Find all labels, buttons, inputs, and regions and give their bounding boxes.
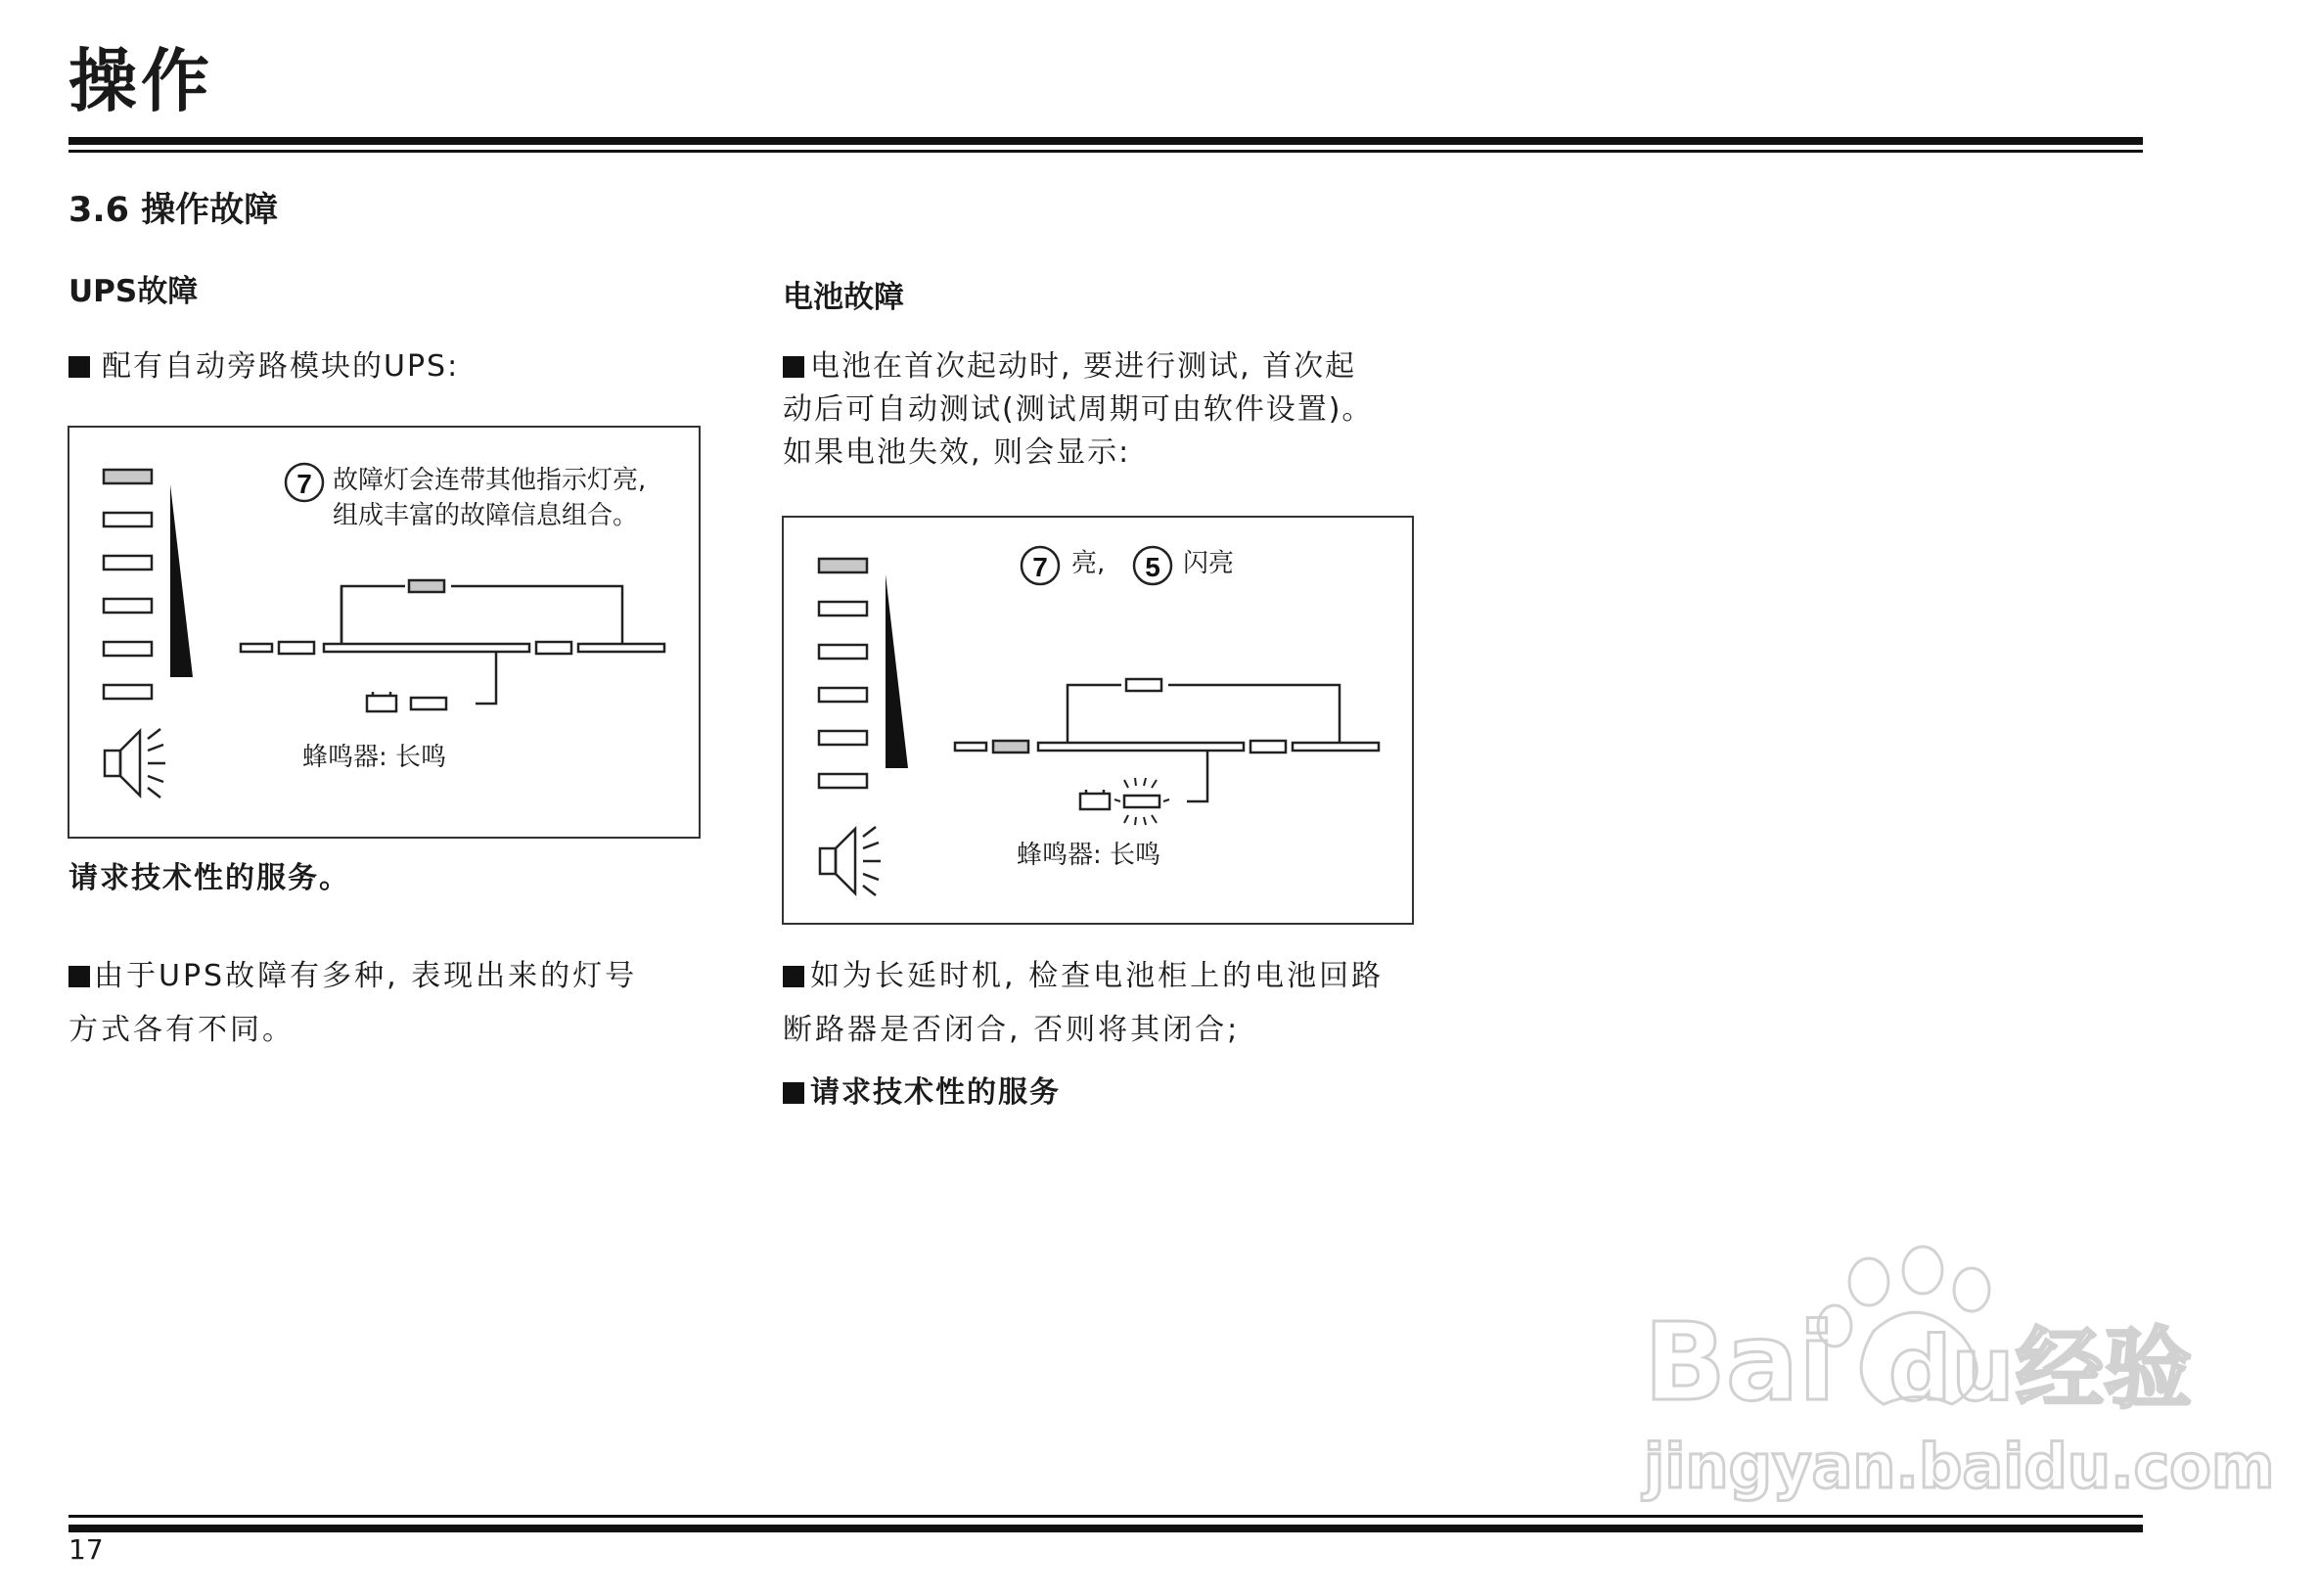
header-rule-thin <box>68 150 2143 153</box>
buzzer-speaker-icon <box>105 729 165 798</box>
bullet-square-icon <box>783 356 804 378</box>
indicator-5-label: 闪亮 <box>1183 549 1235 578</box>
footer-rule-thick <box>68 1525 2143 1532</box>
bullet-text-line2: 断路器是否闭合, 否则将其闭合; <box>783 1013 1241 1047</box>
ups-fault-diagram <box>68 426 701 839</box>
indicator-led-lit <box>819 559 867 572</box>
watermark-cn: 经验 <box>2016 1318 2192 1421</box>
page-title: 操作 <box>68 41 213 121</box>
watermark-brand: Bai <box>1644 1300 1836 1425</box>
indicator-led <box>104 685 152 699</box>
badge-number-5: 5 <box>1145 552 1160 582</box>
ups-circuit-icon <box>241 580 664 711</box>
buzzer-label: 蜂鸣器: 长鸣 <box>302 743 447 772</box>
page-number: 17 <box>68 1533 104 1566</box>
battery-fault-heading: 电池故障 <box>783 280 904 315</box>
indicator-led <box>104 513 152 526</box>
flash-rays-icon <box>1114 778 1169 825</box>
indicator-led <box>104 599 152 613</box>
bullet-square-icon <box>783 1082 804 1104</box>
battery-fault-diagram <box>782 516 1414 925</box>
buzzer-speaker-icon <box>820 827 881 895</box>
bullet-square-icon <box>68 966 90 987</box>
indicator-led <box>819 645 867 659</box>
footer-rule-thin <box>68 1515 2143 1518</box>
level-wedge-icon <box>886 574 908 768</box>
indicator-led <box>819 774 867 788</box>
bullet-square-icon <box>783 966 804 987</box>
watermark-url: jingyan.baidu.com <box>1644 1431 2275 1502</box>
baidu-jingyan-watermark <box>1624 1243 2275 1527</box>
badge-number: 7 <box>296 469 312 499</box>
battery-service-bullet <box>783 1072 1061 1115</box>
ups-bypass-bullet <box>68 345 459 388</box>
header-rule-thick <box>68 137 2143 145</box>
battery-test-bullet <box>783 345 1419 475</box>
indicator-led <box>819 731 867 745</box>
battery-circuit-icon <box>955 679 1379 809</box>
battery-service-text: 请求技术性的服务 <box>810 1075 1061 1110</box>
battery-breaker-bullet <box>783 949 1448 1057</box>
ups-fault-bullet2 <box>68 949 734 1057</box>
indicator-led <box>104 642 152 656</box>
bullet-text-line2: 动后可自动测试(测试周期可由软件设置)。 <box>783 392 1374 427</box>
diagram-note-line2: 组成丰富的故障信息组合。 <box>333 501 639 530</box>
diagram-note-line1: 故障灯会连带其他指示灯亮, <box>333 466 647 495</box>
buzzer-label: 蜂鸣器: 长鸣 <box>1017 841 1161 870</box>
bullet-text-line1: 由于UPS故障有多种, 表现出来的灯号 <box>94 959 638 993</box>
ups-service-text: 请求技术性的服务。 <box>68 861 350 895</box>
section-title: 3.6 操作故障 <box>68 191 279 230</box>
baidu-paw-logo-icon <box>1624 1243 2275 1527</box>
indicator-7-label: 亮, <box>1071 549 1106 578</box>
indicator-led-lit <box>104 470 152 483</box>
ups-fault-heading: UPS故障 <box>68 274 199 309</box>
bullet-text: 配有自动旁路模块的UPS: <box>102 349 460 384</box>
bullet-square-icon <box>68 356 90 378</box>
bullet-text-line1: 如为长延时机, 检查电池柜上的电池回路 <box>810 959 1385 993</box>
indicator-led <box>819 688 867 702</box>
bullet-text-line1: 电池在首次起动时, 要进行测试, 首次起 <box>810 349 1357 384</box>
level-wedge-icon <box>170 484 193 677</box>
watermark-brand2: du <box>1888 1318 2015 1421</box>
badge-number-7: 7 <box>1032 552 1048 582</box>
indicator-led <box>104 556 152 570</box>
bullet-text-line2: 方式各有不同。 <box>68 1013 295 1047</box>
indicator-led <box>819 602 867 616</box>
bullet-text-line3: 如果电池失效, 则会显示: <box>783 435 1131 470</box>
